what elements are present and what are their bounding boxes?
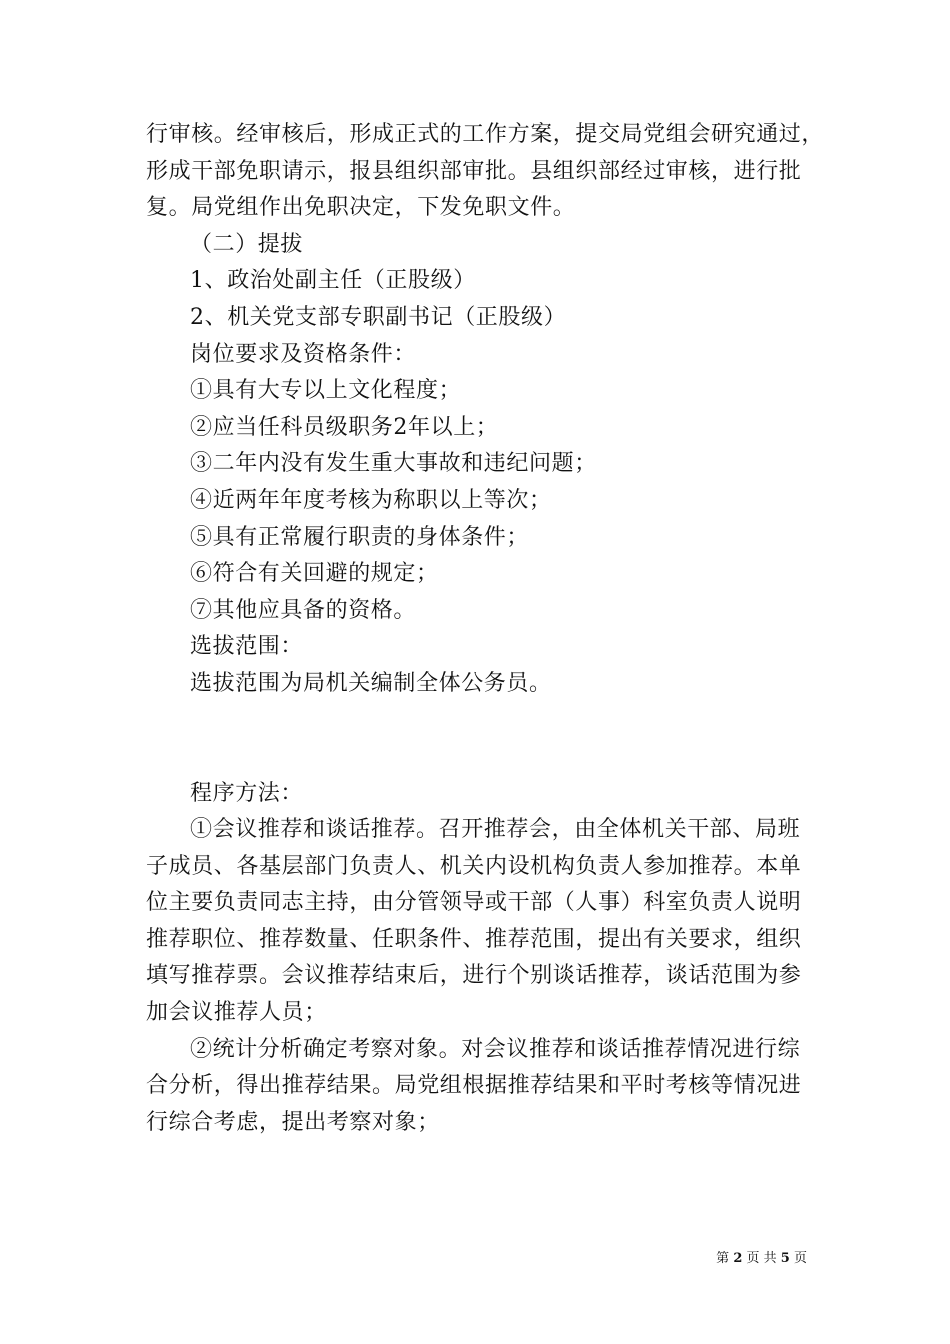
- position-item: 2、机关党支部专职副书记（正股级）: [190, 304, 567, 330]
- paragraph-gap: [146, 703, 808, 776]
- position-item: 1、政治处副主任（正股级）: [190, 268, 476, 294]
- paragraph-line: 行综合考虑，提出考察对象；: [146, 1109, 440, 1135]
- requirement-item: ④近两年年度考核为称职以上等次；: [190, 487, 552, 513]
- requirement-item: ⑤具有正常履行职责的身体条件；: [190, 524, 530, 550]
- requirements-heading: 岗位要求及资格条件：: [190, 341, 417, 367]
- paragraph-line: 位主要负责同志主持，由分管领导或干部（人事）科室负责人说明: [146, 890, 802, 916]
- section-heading: （二）提拔: [190, 231, 304, 257]
- requirement-item: ①具有大专以上文化程度；: [190, 378, 462, 404]
- paragraph-line: 填写推荐票。会议推荐结束后，进行个别谈话推荐，谈话范围为参: [146, 963, 802, 989]
- footer-middle: 页 共: [746, 1251, 777, 1266]
- paragraph-line: 合分析，得出推荐结果。局党组根据推荐结果和平时考核等情况进: [146, 1073, 802, 1099]
- paragraph-line: 子成员、各基层部门负责人、机关内设机构负责人参加推荐。本单: [146, 853, 802, 879]
- requirement-item: ⑦其他应具备的资格。: [190, 597, 417, 623]
- footer-suffix: 页: [793, 1251, 807, 1266]
- requirement-item: ②应当任科员级职务2年以上；: [190, 414, 499, 440]
- paragraph-line: 形成干部免职请示，报县组织部审批。县组织部经过审核，进行批: [146, 158, 802, 184]
- paragraph-line: 加会议推荐人员；: [146, 1000, 327, 1026]
- document-body: [146, 117, 825, 1141]
- paragraph-line: ②统计分析确定考察对象。对会议推荐和谈话推荐情况进行综: [190, 1036, 801, 1062]
- requirement-item: ③二年内没有发生重大事故和违纪问题；: [190, 451, 597, 477]
- scope-heading: 选拔范围：: [190, 634, 304, 660]
- page-number-footer: [716, 1250, 807, 1268]
- footer-prefix: 第: [716, 1251, 730, 1266]
- paragraph-line: 复。局党组作出免职决定，下发免职文件。: [146, 195, 576, 221]
- paragraph-line: ①会议推荐和谈话推荐。召开推荐会，由全体机关干部、局班: [190, 817, 801, 843]
- procedure-heading: 程序方法：: [190, 780, 304, 806]
- paragraph-line: 行审核。经审核后，形成正式的工作方案，提交局党组会研究通过，: [146, 122, 825, 147]
- scope-text: 选拔范围为局机关编制全体公务员。: [190, 670, 552, 696]
- current-page-number: 2: [733, 1251, 743, 1266]
- total-page-number: 5: [780, 1251, 790, 1266]
- paragraph-line: 推荐职位、推荐数量、任职条件、推荐范围，提出有关要求，组织: [146, 926, 802, 952]
- requirement-item: ⑥符合有关回避的规定；: [190, 561, 439, 587]
